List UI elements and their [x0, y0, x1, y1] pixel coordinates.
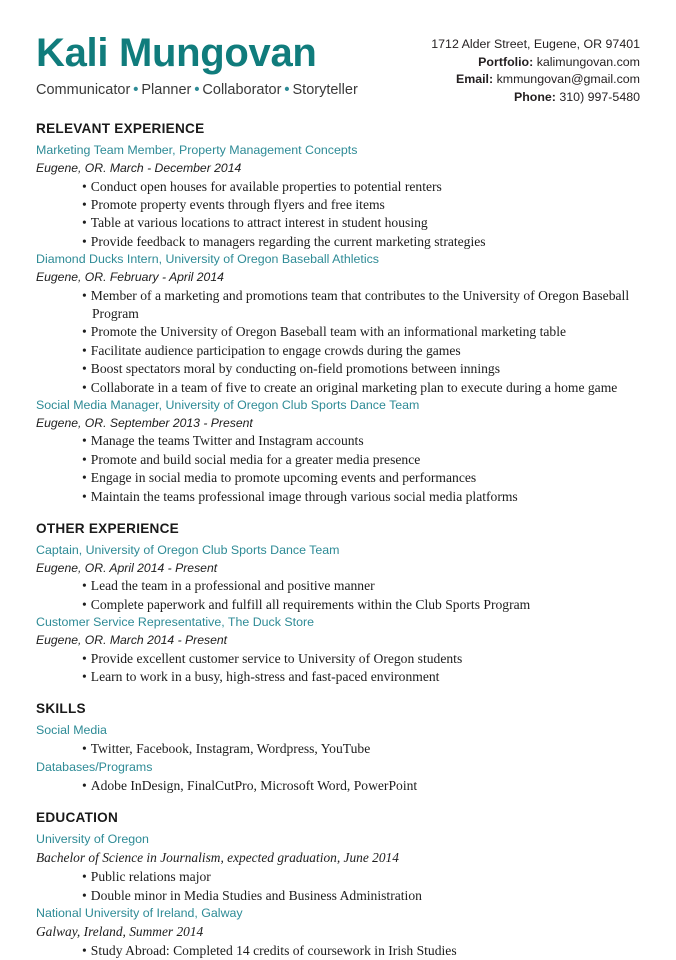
entry-bullet: • Conduct open houses for available properties to potential renters — [82, 178, 640, 196]
section-skills — [36, 701, 640, 795]
entry-bullet: • Engage in social media to promote upcoming events and performances — [82, 469, 640, 487]
entry-bullet: • Collaborate in a team of five to create an original marketing plan to execute during a home game — [82, 379, 640, 397]
resume-entry — [36, 397, 640, 506]
tagline-word: Storyteller — [292, 82, 358, 99]
resume-entry — [36, 831, 640, 905]
entry-bullet-list — [36, 777, 640, 795]
entry-bullet-list — [36, 942, 640, 960]
entry-title: Marketing Team Member, Property Management Concepts — [36, 143, 358, 158]
tagline-word: Collaborator — [202, 82, 282, 99]
entry-bullet: • Maintain the teams professional image through various social media platforms — [82, 488, 640, 506]
tagline-separator: • — [284, 82, 290, 99]
resume-entry — [36, 542, 640, 614]
contact-portfolio — [431, 54, 640, 72]
entry-meta: Bachelor of Science in Journalism, expected graduation, June 2014 — [36, 850, 399, 866]
entry-bullet-list — [36, 178, 640, 252]
email-value[interactable]: kmmungovan@gmail.com — [496, 72, 640, 87]
entry-bullet: • Manage the teams Twitter and Instagram accounts — [82, 432, 640, 450]
entry-bullet: • Lead the team in a professional and positive manner — [82, 577, 640, 595]
contact-phone — [431, 89, 640, 107]
entry-title: National University of Ireland, Galway — [36, 906, 243, 921]
entry-title: Databases/Programs — [36, 759, 153, 774]
section-relevant-experience — [36, 121, 640, 506]
identity-block — [36, 30, 358, 100]
entry-meta: Eugene, OR. March 2014 - Present — [36, 633, 228, 648]
entry-bullet: • Learn to work in a busy, high-stress and fast-paced environment — [82, 668, 640, 686]
resume-entry — [36, 614, 640, 686]
entry-title: Captain, University of Oregon Club Sports Dance Team — [36, 543, 340, 558]
portfolio-value[interactable]: kalimungovan.com — [536, 54, 640, 69]
entry-bullet: • Complete paperwork and fulfill all requirements within the Club Sports Program — [82, 596, 640, 614]
entry-title: Customer Service Representative, The Duck Store — [36, 615, 314, 630]
section-title-skills: SKILLS — [36, 701, 86, 717]
section-title-education: EDUCATION — [36, 810, 119, 826]
resume-entry — [36, 251, 640, 397]
resume-entry — [36, 759, 640, 795]
entry-meta: Eugene, OR. March - December 2014 — [36, 161, 242, 176]
entry-meta: Eugene, OR. September 2013 - Present — [36, 416, 253, 431]
phone-value: 310) 997-5480 — [559, 89, 640, 104]
entry-bullet: • Double minor in Media Studies and Business Administration — [82, 887, 640, 905]
email-label: Email: — [455, 72, 494, 87]
entry-bullet-list — [36, 287, 640, 398]
section-other-experience — [36, 521, 640, 686]
entry-bullet: • Provide feedback to managers regarding the current marketing strategies — [82, 233, 640, 251]
entry-bullet: • Facilitate audience participation to engage crowds during the games — [82, 342, 640, 360]
entry-bullet-list — [36, 432, 640, 506]
entry-bullet: • Public relations major — [82, 868, 640, 886]
resume-entry — [36, 142, 640, 251]
entry-bullet: • Twitter, Facebook, Instagram, Wordpress, YouTube — [82, 740, 640, 758]
entry-bullet: • Table at various locations to attract interest in student housing — [82, 214, 640, 232]
entry-list-skills — [36, 722, 640, 795]
tagline-word: Planner — [141, 82, 192, 99]
entry-bullet: • Promote and build social media for a greater media presence — [82, 451, 640, 469]
section-title-other-experience: OTHER EXPERIENCE — [36, 521, 179, 537]
contact-email — [431, 71, 640, 89]
entry-bullet: • Promote property events through flyers and free items — [82, 196, 640, 214]
entry-list-relevant-experience — [36, 142, 640, 506]
entry-meta: Eugene, OR. February - April 2014 — [36, 270, 224, 285]
entry-bullet: • Member of a marketing and promotions team that contributes to the University of Oregon Baseball Program — [82, 287, 640, 324]
section-title-relevant-experience: RELEVANT EXPERIENCE — [36, 121, 205, 137]
portfolio-label: Portfolio: — [478, 54, 534, 69]
entry-bullet-list — [36, 577, 640, 614]
section-education — [36, 810, 640, 960]
entry-bullet-list — [36, 650, 640, 687]
entry-bullet: • Adobe InDesign, FinalCutPro, Microsoft Word, PowerPoint — [82, 777, 640, 795]
entry-list-other-experience — [36, 542, 640, 686]
candidate-tagline — [36, 82, 358, 99]
entry-meta: Eugene, OR. April 2014 - Present — [36, 561, 218, 576]
entry-bullet: • Promote the University of Oregon Baseball team with an informational marketing table — [82, 323, 640, 341]
tagline-word: Communicator — [36, 82, 131, 99]
resume-header — [36, 30, 640, 106]
entry-title: Social Media Manager, University of Oregon Club Sports Dance Team — [36, 398, 420, 413]
entry-bullet-list — [36, 740, 640, 758]
resume-entry — [36, 905, 640, 960]
resume-entry — [36, 722, 640, 758]
entry-meta: Galway, Ireland, Summer 2014 — [36, 924, 204, 940]
entry-bullet: • Boost spectators moral by conducting on-field promotions between innings — [82, 360, 640, 378]
entry-title: Diamond Ducks Intern, University of Oregon Baseball Athletics — [36, 252, 379, 267]
entry-title: University of Oregon — [36, 832, 149, 847]
tagline-separator: • — [194, 82, 200, 99]
contact-block — [431, 30, 640, 106]
entry-list-education — [36, 831, 640, 960]
tagline-separator: • — [133, 82, 139, 99]
entry-title: Social Media — [36, 723, 107, 738]
contact-address: 1712 Alder Street, Eugene, OR 97401 — [431, 37, 640, 51]
candidate-name: Kali Mungovan — [36, 31, 317, 75]
entry-bullet: • Study Abroad: Completed 14 credits of coursework in Irish Studies — [82, 942, 640, 960]
entry-bullet: • Provide excellent customer service to University of Oregon students — [82, 650, 640, 668]
phone-label: Phone: — [513, 89, 556, 104]
entry-bullet-list — [36, 868, 640, 905]
